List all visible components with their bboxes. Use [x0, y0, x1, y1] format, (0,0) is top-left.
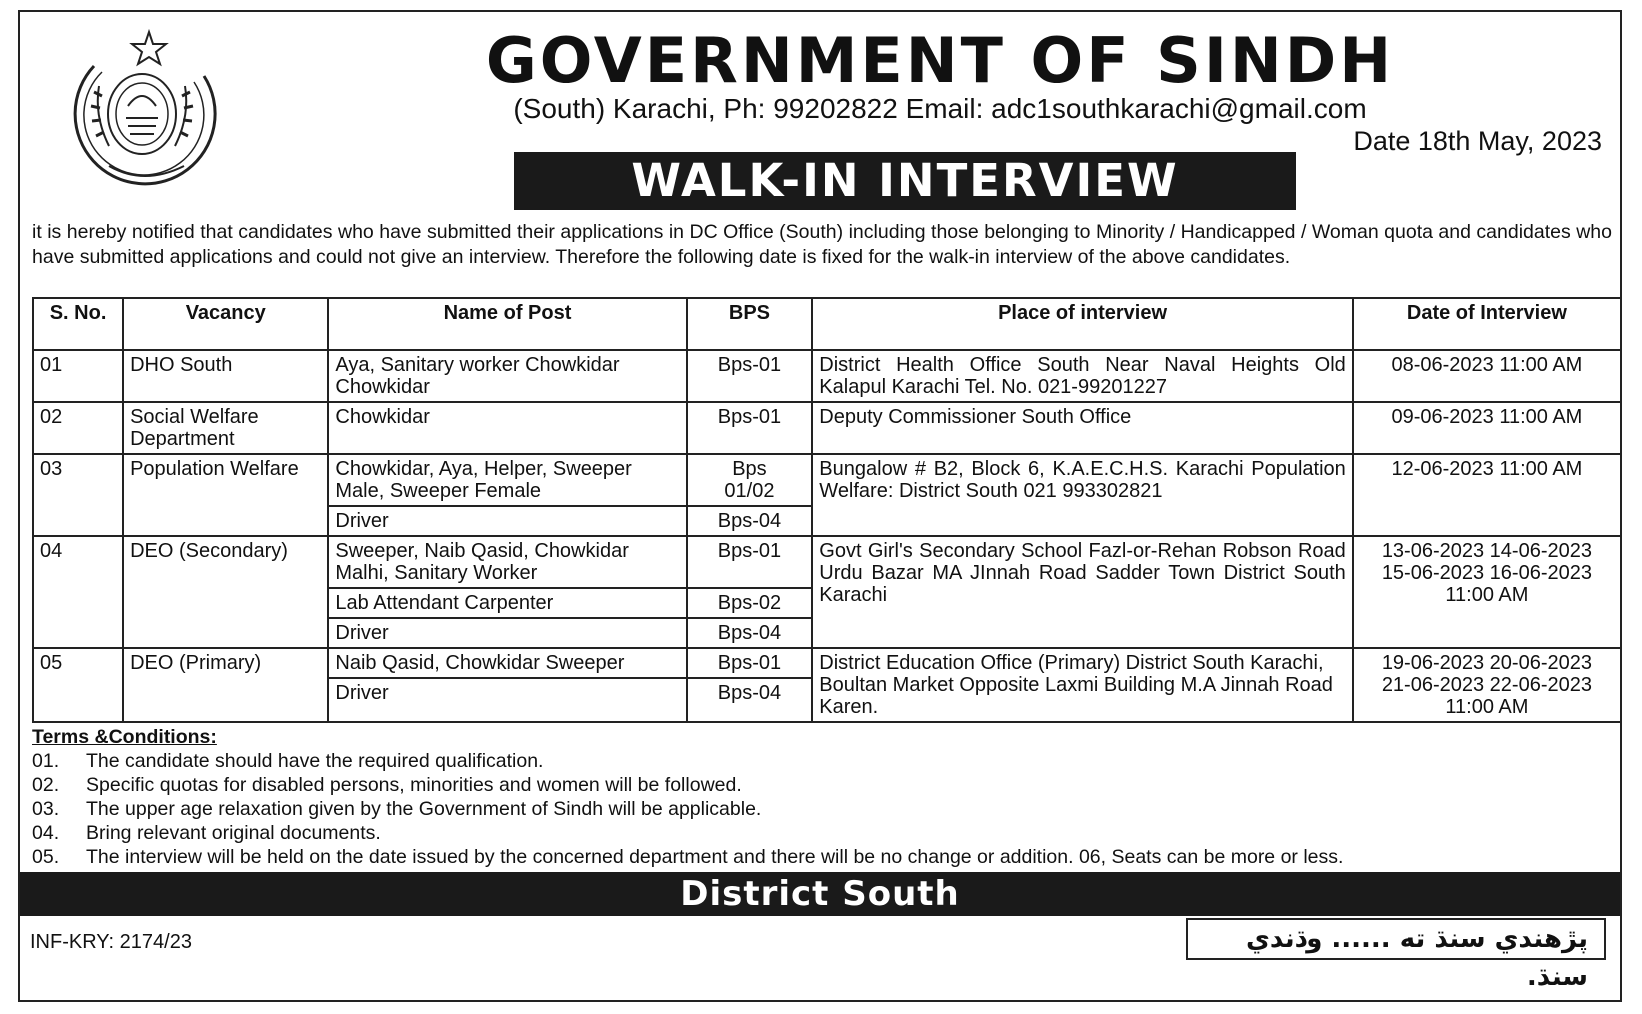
cell-post: Lab Attendant Carpenter — [328, 588, 686, 618]
cell-bps: Bps-01 — [687, 402, 813, 454]
cell-bps: Bps 01/02 — [687, 454, 813, 506]
cell-vacancy: DEO (Secondary) — [123, 536, 328, 648]
cell-vacancy: DHO South — [123, 350, 328, 402]
cell-post: Driver — [328, 506, 686, 536]
table-row — [33, 350, 1621, 402]
term-item — [32, 749, 1612, 773]
term-item — [32, 845, 1612, 869]
cell-sno: 03 — [33, 454, 123, 536]
cell-place: District Health Office South Near Naval Heights Old Kalapul Karachi Tel. No. 021-99201227 — [812, 350, 1353, 402]
cell-place: District Education Office (Primary) District South Karachi, Boultan Market Opposite Laxmi Building M.A Jinnah Road Karen. — [812, 648, 1353, 722]
intro-paragraph: it is hereby notified that candidates who have submitted their applications in DC Office (South) including those belonging to Minority / Handicapped / Woman quota and candidates who have submitted applications and could not give an interview. Therefore the following date is fixed for the walk-in interview of the above candidates. — [32, 221, 1612, 268]
cell-vacancy: Social Welfare Department — [123, 402, 328, 454]
inf-reference: INF-KRY: 2174/23 — [30, 931, 192, 953]
cell-vacancy: DEO (Primary) — [123, 648, 328, 722]
cell-place: Govt Girl's Secondary School Fazl-or-Rehan Robson Road Urdu Bazar MA JInnah Road Sadder Town District South Karachi — [812, 536, 1353, 648]
cell-post: Naib Qasid, Chowkidar Sweeper — [328, 648, 686, 678]
cell-bps: Bps-01 — [687, 648, 813, 678]
cell-post: Chowkidar — [328, 402, 686, 454]
term-text: The interview will be held on the date issued by the concerned department and there will be no change or addition. 06, Seats can be more or less. — [86, 846, 1344, 868]
cell-bps: Bps-02 — [687, 588, 813, 618]
term-item — [32, 797, 1612, 821]
table-row — [33, 402, 1621, 454]
cell-bps: Bps-01 — [687, 350, 813, 402]
cell-sno: 05 — [33, 648, 123, 722]
term-number: 05. — [32, 846, 60, 868]
header-sno: S. No. — [33, 298, 123, 350]
header-bps: BPS — [687, 298, 813, 350]
term-text: The upper age relaxation given by the Government of Sindh will be applicable. — [86, 798, 762, 820]
district-banner: District South — [20, 872, 1620, 916]
table-row — [33, 454, 1621, 506]
cell-date: 19-06-2023 20-06-2023 21-06-2023 22-06-2023 11:00 AM — [1353, 648, 1621, 722]
table-header-row — [33, 298, 1621, 350]
cell-post: Driver — [328, 678, 686, 722]
cell-post: Driver — [328, 618, 686, 648]
cell-post: Aya, Sanitary worker Chowkidar Chowkidar — [328, 350, 686, 402]
sindh-government-emblem — [54, 26, 224, 196]
term-item — [32, 821, 1612, 845]
cell-date: 08-06-2023 11:00 AM — [1353, 350, 1621, 402]
cell-sno: 01 — [33, 350, 123, 402]
cell-sno: 02 — [33, 402, 123, 454]
term-number: 03. — [32, 798, 60, 820]
term-text: Specific quotas for disabled persons, minorities and women will be followed. — [86, 774, 742, 796]
cell-date: 12-06-2023 11:00 AM — [1353, 454, 1621, 536]
header-place: Place of interview — [812, 298, 1353, 350]
cell-bps: Bps-04 — [687, 618, 813, 648]
notice-date: Date 18th May, 2023 — [1353, 126, 1602, 156]
advertisement-sheet — [18, 10, 1622, 1002]
cell-sno: 04 — [33, 536, 123, 648]
term-number: 01. — [32, 750, 60, 772]
table-row — [33, 648, 1621, 678]
header-date: Date of Interview — [1353, 298, 1621, 350]
sindhi-slogan: پڙهندي سنڌ ته ...... وڌندي سنڌ. — [1186, 918, 1606, 960]
contact-line: (South) Karachi, Ph: 99202822 Email: adc1southkarachi@gmail.com — [513, 93, 1367, 124]
cell-date: 13-06-2023 14-06-2023 15-06-2023 16-06-2023 11:00 AM — [1353, 536, 1621, 648]
cell-bps: Bps-04 — [687, 506, 813, 536]
vacancy-table — [32, 297, 1622, 723]
cell-bps: Bps-01 — [687, 536, 813, 588]
cell-post: Sweeper, Naib Qasid, Chowkidar Malhi, Sanitary Worker — [328, 536, 686, 588]
term-number: 02. — [32, 774, 60, 796]
cell-post: Chowkidar, Aya, Helper, Sweeper Male, Sweeper Female — [328, 454, 686, 506]
page-title: GOVERNMENT OF SINDH — [485, 24, 1395, 97]
term-item — [32, 773, 1612, 797]
terms-heading: Terms &Conditions: — [32, 726, 217, 748]
cell-vacancy: Population Welfare — [123, 454, 328, 536]
terms-section — [32, 725, 1612, 869]
term-text: Bring relevant original documents. — [86, 822, 381, 844]
term-text: The candidate should have the required qualification. — [86, 750, 544, 772]
table-row — [33, 536, 1621, 588]
walk-in-banner: WALK-IN INTERVIEW — [514, 152, 1296, 210]
cell-bps: Bps-04 — [687, 678, 813, 722]
term-number: 04. — [32, 822, 60, 844]
cell-date: 09-06-2023 11:00 AM — [1353, 402, 1621, 454]
cell-place: Deputy Commissioner South Office — [812, 402, 1353, 454]
header-vacancy: Vacancy — [123, 298, 328, 350]
header-post: Name of Post — [328, 298, 686, 350]
cell-place: Bungalow # B2, Block 6, K.A.E.C.H.S. Karachi Population Welfare: District South 021 993302821 — [812, 454, 1353, 536]
